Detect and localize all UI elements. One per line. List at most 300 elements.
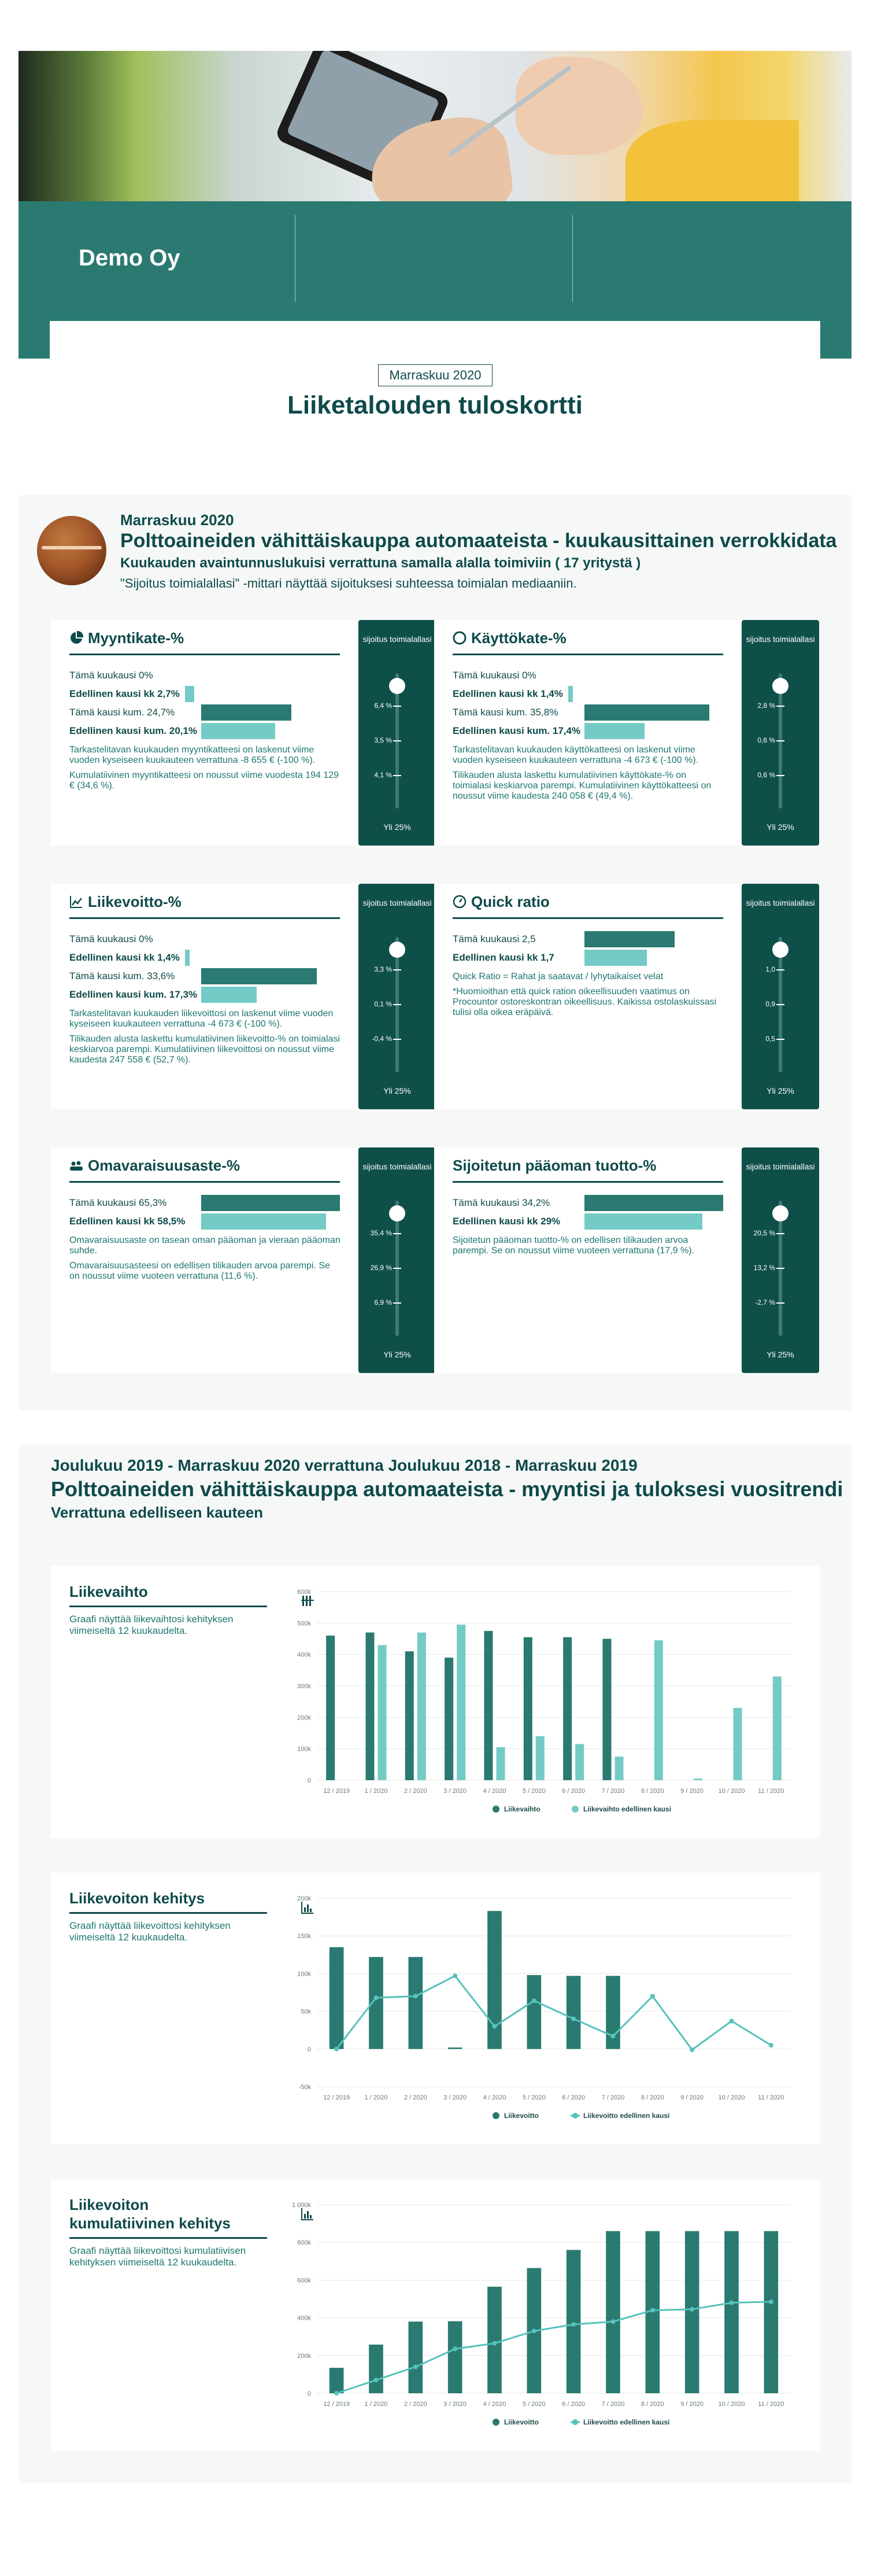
bar bbox=[405, 1651, 414, 1780]
gauge-tick-label: 0,5 bbox=[765, 1035, 775, 1043]
kpi-row-label: Tämä kausi kum. 35,8% bbox=[453, 707, 558, 718]
title-underline bbox=[453, 654, 723, 655]
chart-card bbox=[51, 1873, 820, 2145]
bar bbox=[409, 2322, 423, 2393]
chart-legend bbox=[493, 2418, 669, 2426]
kpi-row-label: Tämä kuukausi 0% bbox=[69, 670, 153, 681]
monthly-subtitle: Kuukauden avaintunnuslukuisi verrattuna samalla alalla toimiviin ( 17 yritystä ) bbox=[120, 555, 641, 571]
kpi-card bbox=[434, 620, 819, 846]
bar bbox=[448, 2047, 462, 2049]
kpi-description: Tarkastelitavan kuukauden liikevoittosi on laskenut viime vuoden kyseiseen kuukauteen verrattuna -4 673 € (-100 %). bbox=[69, 1009, 334, 1029]
chart-card-title bbox=[69, 1582, 237, 1601]
chart-svg bbox=[282, 2191, 802, 2440]
gauge-tick-label: 3,5 % bbox=[374, 736, 392, 744]
legend-marker bbox=[493, 2112, 499, 2119]
gauge-knob bbox=[772, 678, 788, 694]
kpi-bar bbox=[201, 987, 257, 1003]
series-point bbox=[690, 2047, 694, 2052]
chart-card-title bbox=[69, 2195, 237, 2232]
gauge-title: sijoitus toimialallasi bbox=[746, 634, 815, 644]
kpi-bar bbox=[568, 686, 573, 702]
kpi-title bbox=[69, 629, 184, 647]
kpi-bar bbox=[584, 950, 647, 966]
x-tick-label: 5 / 2020 bbox=[522, 2094, 546, 2101]
title-underline bbox=[453, 1181, 723, 1183]
chart-card-description: Graafi näyttää liikevaihtosi kehityksen viimeiseltä 12 kuukaudelta. bbox=[69, 1614, 234, 1636]
y-tick-label: -50k bbox=[298, 2084, 311, 2091]
y-tick-label: 50k bbox=[301, 2008, 311, 2016]
ranking-gauge bbox=[358, 884, 436, 1109]
bar bbox=[606, 2231, 620, 2393]
series-point bbox=[690, 2307, 694, 2312]
x-tick-label: 9 / 2020 bbox=[680, 2401, 704, 2408]
monthly-section bbox=[18, 495, 852, 1410]
bar bbox=[330, 1947, 344, 2049]
gauge-tick-label: 20,5 % bbox=[753, 1229, 775, 1237]
gauge-tick bbox=[393, 706, 401, 707]
kpi-row-label: Edellinen kausi kum. 17,4% bbox=[453, 725, 581, 736]
bar bbox=[487, 2287, 502, 2393]
y-tick-label: 800k bbox=[297, 2239, 311, 2247]
series-point bbox=[611, 2319, 616, 2324]
bar bbox=[417, 1633, 426, 1780]
gauge-tick bbox=[393, 1004, 401, 1005]
monthly-period: Marraskuu 2020 bbox=[120, 511, 234, 529]
kpi-title-label: Quick ratio bbox=[471, 893, 550, 910]
chart-card bbox=[51, 2179, 820, 2451]
ranking-gauge bbox=[742, 884, 819, 1109]
bar bbox=[694, 1778, 702, 1780]
kpi-bar bbox=[185, 686, 194, 702]
x-tick-label: 4 / 2020 bbox=[483, 2094, 506, 2101]
x-tick-label: 8 / 2020 bbox=[641, 1788, 664, 1795]
bar bbox=[567, 2250, 581, 2393]
gauge-tick bbox=[393, 1302, 401, 1304]
gauge-knob bbox=[389, 678, 405, 694]
gauge-tick-label: 0,6 % bbox=[757, 736, 775, 744]
chart-card-title-label: Liikevoiton kumulatiivinen kehitys bbox=[69, 2196, 231, 2232]
gauge-tick-label: -0,4 % bbox=[372, 1035, 392, 1043]
series-point bbox=[413, 1994, 418, 1999]
kpi-title bbox=[453, 1157, 656, 1175]
gauge-tick bbox=[393, 1268, 401, 1269]
x-tick-label: 8 / 2020 bbox=[641, 2094, 664, 2101]
series-point bbox=[730, 2301, 734, 2305]
gauge-knob bbox=[772, 1205, 788, 1221]
kpi-card bbox=[51, 1147, 436, 1373]
kpi-title bbox=[69, 893, 182, 911]
x-tick-label: 4 / 2020 bbox=[483, 2401, 506, 2408]
x-tick-label: 10 / 2020 bbox=[718, 2094, 745, 2101]
kpi-row-label: Tämä kuukausi 2,5 bbox=[453, 933, 536, 944]
series-line bbox=[336, 2302, 771, 2393]
x-tick-label: 9 / 2020 bbox=[680, 1788, 704, 1795]
ranking-gauge bbox=[358, 620, 436, 846]
series-point bbox=[374, 1995, 379, 2000]
series-point bbox=[650, 2308, 655, 2313]
x-tick-label: 6 / 2020 bbox=[562, 2401, 586, 2408]
y-tick-label: 0 bbox=[307, 2046, 311, 2053]
y-tick-label: 200k bbox=[297, 2352, 311, 2360]
kpi-card bbox=[434, 1147, 819, 1373]
kpi-row-label: Edellinen kausi kum. 20,1% bbox=[69, 725, 198, 736]
chart-card-description: Graafi näyttää liikevoittosi kehityksen viimeiseltä 12 kuukaudelta. bbox=[69, 1920, 231, 1943]
x-tick-label: 9 / 2020 bbox=[680, 2094, 704, 2101]
bar bbox=[326, 1636, 335, 1780]
gauge-tick-label: 35,4 % bbox=[370, 1229, 392, 1237]
x-tick-label: 7 / 2020 bbox=[601, 2094, 625, 2101]
legend-marker bbox=[493, 1806, 499, 1813]
gauge-title: sijoitus toimialallasi bbox=[746, 1162, 815, 1171]
y-tick-label: 400k bbox=[297, 2315, 311, 2322]
x-tick-label: 12 / 2019 bbox=[323, 2094, 350, 2101]
series-point bbox=[334, 2047, 339, 2051]
kpi-row-label: Tämä kuukausi 34,2% bbox=[453, 1197, 550, 1208]
bar bbox=[685, 2231, 699, 2393]
series-point bbox=[730, 2019, 734, 2024]
gauge-footer: Yli 25% bbox=[383, 1350, 411, 1359]
series-line bbox=[336, 1976, 771, 2050]
title-underline bbox=[453, 917, 723, 919]
bar bbox=[448, 2321, 462, 2393]
chart-card-title-label: Liikevaihto bbox=[69, 1583, 148, 1600]
series-point bbox=[769, 2043, 773, 2047]
kpi-row-label: Edellinen kausi kk 2,7% bbox=[69, 688, 180, 699]
kpi-description: Tarkastelitavan kuukauden käyttökatteesi on laskenut viime vuoden kyseiseen kuukauteen verrattuna -4 673 € (-100 %). bbox=[453, 745, 699, 765]
gauge-tick-label: -2,7 % bbox=[755, 1298, 775, 1307]
chart-svg bbox=[282, 1884, 802, 2133]
x-tick-label: 2 / 2020 bbox=[403, 2401, 427, 2408]
banner-card bbox=[50, 321, 820, 359]
bar bbox=[330, 2368, 344, 2393]
y-tick-label: 200k bbox=[297, 1895, 311, 1902]
period-badge: Marraskuu 2020 bbox=[378, 364, 493, 386]
bar bbox=[409, 1957, 423, 2049]
x-tick-label: 12 / 2019 bbox=[323, 1788, 350, 1795]
bar bbox=[567, 1976, 581, 2049]
legend-label: Liikevoitto bbox=[504, 2418, 539, 2426]
gauge-tick bbox=[776, 1233, 784, 1234]
bar bbox=[365, 1633, 374, 1780]
kpi-row-label: Edellinen kausi kum. 17,3% bbox=[69, 989, 198, 1000]
banner-edge bbox=[820, 321, 852, 359]
y-tick-label: 0 bbox=[307, 2390, 311, 2397]
gauge-icon bbox=[453, 895, 467, 909]
kpi-title-label: Käyttökate-% bbox=[471, 629, 567, 647]
x-tick-label: 1 / 2020 bbox=[364, 1788, 388, 1795]
title-underline bbox=[69, 2237, 267, 2239]
monthly-title: Polttoaineiden vähittäiskauppa automaateista - kuukausittainen verrokkidata bbox=[120, 530, 837, 552]
x-tick-label: 3 / 2020 bbox=[443, 2094, 467, 2101]
y-tick-label: 0 bbox=[307, 1777, 311, 1784]
x-tick-label: 11 / 2020 bbox=[758, 2401, 784, 2408]
x-tick-label: 3 / 2020 bbox=[443, 2401, 467, 2408]
bar bbox=[734, 1708, 742, 1780]
gauge-tick bbox=[393, 775, 401, 776]
bar bbox=[615, 1756, 624, 1780]
legend-label: Liikevoitto edellinen kausi bbox=[583, 2112, 670, 2120]
x-tick-label: 10 / 2020 bbox=[718, 1788, 745, 1795]
x-tick-label: 6 / 2020 bbox=[562, 2094, 586, 2101]
kpi-title-label: Liikevoitto-% bbox=[88, 893, 182, 910]
series-point bbox=[334, 2391, 339, 2396]
trend-section bbox=[18, 1445, 852, 2483]
gauge-tick bbox=[393, 1039, 401, 1040]
gauge-tick-label: 1,0 bbox=[765, 965, 775, 973]
kpi-bar bbox=[584, 704, 709, 721]
legend-marker bbox=[572, 2113, 578, 2119]
kpi-bar bbox=[584, 723, 645, 739]
line-chart-icon bbox=[69, 895, 83, 909]
gauge-tick bbox=[776, 1268, 784, 1269]
kpi-card bbox=[434, 884, 819, 1109]
y-tick-label: 400k bbox=[297, 1651, 311, 1659]
gauge-title: sijoitus toimialallasi bbox=[362, 898, 432, 907]
kpi-bar bbox=[201, 1195, 340, 1211]
y-tick-label: 200k bbox=[297, 1714, 311, 1722]
chart-legend bbox=[493, 2112, 669, 2120]
gauge-knob bbox=[389, 942, 405, 958]
bar bbox=[445, 1658, 453, 1780]
gauge-title: sijoitus toimialallasi bbox=[746, 898, 815, 907]
x-tick-label: 8 / 2020 bbox=[641, 2401, 664, 2408]
x-tick-label: 7 / 2020 bbox=[601, 2401, 625, 2408]
x-tick-label: 5 / 2020 bbox=[522, 2401, 546, 2408]
bar bbox=[536, 1736, 545, 1780]
kpi-bar bbox=[584, 1195, 723, 1211]
series-point bbox=[493, 2024, 497, 2029]
kpi-title bbox=[453, 629, 567, 647]
gauge-knob bbox=[389, 1205, 405, 1221]
title-underline bbox=[69, 1181, 340, 1183]
series-point bbox=[413, 2364, 418, 2369]
kpi-title bbox=[453, 893, 550, 911]
kpi-title-label: Sijoitetun pääoman tuotto-% bbox=[453, 1157, 657, 1174]
kpi-row-label: Tämä kausi kum. 24,7% bbox=[69, 707, 175, 718]
trend-period: Joulukuu 2019 - Marraskuu 2020 verrattuna Joulukuu 2018 - Marraskuu 2019 bbox=[51, 1456, 638, 1474]
ranking-gauge bbox=[358, 1147, 436, 1373]
x-tick-label: 1 / 2020 bbox=[364, 2401, 388, 2408]
gauge-tick bbox=[393, 740, 401, 741]
series-point bbox=[650, 1994, 655, 1999]
series-point bbox=[532, 1998, 536, 2003]
chart-card-description: Graafi näyttää liikevoittosi kumulatiivisen kehityksen viimeiseltä 12 kuukaudelta. bbox=[69, 2245, 246, 2268]
kpi-bar bbox=[201, 723, 275, 739]
legend-label: Liikevaihto bbox=[504, 1805, 540, 1813]
hero-image bbox=[18, 51, 852, 201]
trend-title: Polttoaineiden vähittäiskauppa automaateista - myyntisi ja tuloksesi vuositrendi bbox=[51, 1477, 843, 1501]
series-point bbox=[769, 2300, 773, 2304]
x-tick-label: 6 / 2020 bbox=[562, 1788, 586, 1795]
bar bbox=[484, 1631, 493, 1780]
company-name: Demo Oy bbox=[79, 245, 180, 271]
series-point bbox=[374, 2378, 379, 2382]
bar bbox=[764, 2231, 779, 2393]
gauge-tick-label: 6,9 % bbox=[374, 1298, 392, 1307]
kpi-title bbox=[69, 1157, 240, 1175]
gauge-footer: Yli 25% bbox=[383, 822, 411, 832]
trend-subtitle: Verrattuna edelliseen kauteen bbox=[51, 1504, 264, 1521]
y-tick-label: 300k bbox=[297, 1683, 311, 1690]
kpi-bar bbox=[201, 704, 291, 721]
title-underline bbox=[69, 917, 340, 919]
x-tick-label: 11 / 2020 bbox=[758, 2094, 784, 2101]
x-tick-label: 12 / 2019 bbox=[323, 2401, 350, 2408]
kpi-description: Sijoitetun pääoman tuotto-% on edellisen tilikauden arvoa parempi. Se on noussut viime vuoteen verrattuna (17,9 %). bbox=[453, 1235, 694, 1256]
kpi-row-label: Tämä kuukausi 65,3% bbox=[69, 1197, 167, 1208]
gauge-tick-label: 2,8 % bbox=[757, 702, 775, 710]
gauge-title: sijoitus toimialallasi bbox=[362, 1162, 432, 1171]
kpi-description: Quick Ratio = Rahat ja saatavat / lyhytaikaiset velat bbox=[453, 972, 664, 981]
gauge-tick-label: 26,9 % bbox=[370, 1264, 392, 1272]
bar bbox=[654, 1640, 663, 1780]
kpi-bar bbox=[185, 950, 190, 966]
series-point bbox=[611, 2034, 616, 2039]
bar bbox=[497, 1747, 505, 1780]
pie-chart-icon bbox=[69, 631, 83, 645]
legend-label: Liikevoitto bbox=[504, 2112, 539, 2120]
kpi-bar bbox=[584, 931, 675, 947]
legend-marker bbox=[493, 2419, 499, 2426]
y-tick-label: 150k bbox=[297, 1933, 311, 1940]
monthly-note: "Sijoitus toimialallasi" -mittari näyttää sijoituksesi suhteessa toimialan mediaaniin. bbox=[120, 576, 577, 591]
gauge-knob bbox=[772, 942, 788, 958]
legend-marker bbox=[572, 1806, 579, 1813]
kpi-row-label: Edellinen kausi kk 1,4% bbox=[453, 688, 563, 699]
y-tick-label: 1 000k bbox=[291, 2202, 311, 2209]
x-tick-label: 10 / 2020 bbox=[718, 2401, 745, 2408]
kpi-row-label: Tämä kuukausi 0% bbox=[453, 670, 536, 681]
gauge-tick bbox=[776, 706, 784, 707]
gauge-tick-label: 3,3 % bbox=[374, 965, 392, 973]
kpi-description: Kumulatiivinen myyntikatteesi on noussut viime vuodesta 194 129 € (34,6 %). bbox=[69, 770, 339, 791]
x-tick-label: 11 / 2020 bbox=[758, 1788, 784, 1795]
kpi-card bbox=[51, 884, 436, 1109]
gauge-tick-label: 13,2 % bbox=[753, 1264, 775, 1272]
bar bbox=[369, 2345, 383, 2393]
kpi-row-label: Edellinen kausi kk 1,7 bbox=[453, 952, 554, 963]
chart-card-title-label: Liikevoiton kehitys bbox=[69, 1889, 205, 1907]
kpi-description: Tilikauden alusta laskettu kumulatiivinen liikevoitto-% on toimialasi keskiarvoa parempi. Kumulatiivinen liikevoittosi on noussut viime kaudesta 247 558 € (52,7 %). bbox=[69, 1034, 340, 1065]
gauge-tick bbox=[393, 1233, 401, 1234]
kpi-row-label: Edellinen kausi kk 58,5% bbox=[69, 1216, 186, 1227]
gauge-tick-label: 4,1 % bbox=[374, 771, 392, 779]
series-point bbox=[571, 2322, 576, 2327]
kpi-card bbox=[51, 620, 436, 846]
chart-svg bbox=[282, 1578, 802, 1826]
gauge-tick bbox=[776, 740, 784, 741]
gauge-tick-label: 0,9 bbox=[765, 1000, 775, 1008]
ranking-gauge bbox=[742, 620, 819, 846]
gauge-tick bbox=[393, 969, 401, 970]
gauge-title: sijoitus toimialallasi bbox=[362, 634, 432, 644]
kpi-title-label: Myyntikate-% bbox=[88, 629, 184, 647]
title-underline bbox=[69, 1912, 267, 1914]
gauge-tick bbox=[776, 1302, 784, 1304]
title-underline bbox=[69, 654, 340, 655]
kpi-bar bbox=[201, 1213, 326, 1230]
gauge-footer: Yli 25% bbox=[383, 1086, 411, 1095]
x-tick-label: 3 / 2020 bbox=[443, 1788, 467, 1795]
company-logo bbox=[37, 516, 106, 585]
bar bbox=[724, 2231, 739, 2393]
kpi-description: Tarkastelitavan kuukauden myyntikatteesi on laskenut viime vuoden kyseiseen kuukauteen verrattuna -8 655 € (-100 %). bbox=[69, 745, 316, 765]
series-point bbox=[453, 1973, 457, 1978]
series-point bbox=[532, 2328, 536, 2333]
x-tick-label: 1 / 2020 bbox=[364, 2094, 388, 2101]
gauge-tick bbox=[776, 1039, 784, 1040]
gauge-footer: Yli 25% bbox=[767, 822, 794, 832]
bar bbox=[563, 1637, 572, 1780]
gauge-tick-label: 6,4 % bbox=[374, 702, 392, 710]
gauge-footer: Yli 25% bbox=[767, 1350, 794, 1359]
people-icon bbox=[69, 1158, 83, 1172]
chart-card bbox=[51, 1566, 820, 1838]
kpi-description: Omavaraisuusasteesi on edellisen tilikauden arvoa parempi. Se on noussut viime vuoteen verrattuna (11,6 %). bbox=[69, 1261, 330, 1281]
bar bbox=[378, 1645, 387, 1780]
gauge-tick bbox=[776, 969, 784, 970]
title-underline bbox=[69, 1606, 267, 1607]
kpi-row-label: Edellinen kausi kk 1,4% bbox=[69, 952, 180, 963]
kpi-row-label: Tämä kuukausi 0% bbox=[69, 933, 153, 944]
legend-label: Liikevaihto edellinen kausi bbox=[583, 1805, 672, 1813]
kpi-bar bbox=[584, 1213, 702, 1230]
x-tick-label: 5 / 2020 bbox=[522, 1788, 546, 1795]
x-tick-label: 2 / 2020 bbox=[403, 1788, 427, 1795]
gauge-tick-label: 0,1 % bbox=[374, 1000, 392, 1008]
legend-marker bbox=[572, 2419, 578, 2425]
series-point bbox=[493, 2341, 497, 2346]
y-tick-label: 600k bbox=[297, 2277, 311, 2285]
y-tick-label: 500k bbox=[297, 1620, 311, 1627]
kpi-title-label: Omavaraisuusaste-% bbox=[88, 1157, 240, 1174]
legend-label: Liikevoitto edellinen kausi bbox=[583, 2418, 670, 2426]
x-tick-label: 2 / 2020 bbox=[403, 2094, 427, 2101]
y-tick-label: 100k bbox=[297, 1970, 311, 1978]
bar bbox=[457, 1625, 465, 1780]
gauge-footer: Yli 25% bbox=[767, 1086, 794, 1095]
bar bbox=[527, 1975, 542, 2049]
bar bbox=[773, 1677, 782, 1780]
circle-icon bbox=[453, 631, 467, 645]
y-tick-label: 100k bbox=[297, 1745, 311, 1753]
banner-edge bbox=[18, 321, 50, 359]
chart-legend bbox=[493, 1805, 671, 1813]
bar bbox=[602, 1639, 611, 1781]
kpi-description: Tilikauden alusta laskettu kumulatiivinen käyttökate-% on toimialasi keskiarvoa parempi. Kumulatiivinen käyttökatteesi on noussut viime kaudesta 240 058 € (49,4 %). bbox=[453, 770, 712, 801]
kpi-row-label: Edellinen kausi kk 29% bbox=[453, 1216, 561, 1227]
x-tick-label: 7 / 2020 bbox=[601, 1788, 625, 1795]
kpi-description: *Huomioithan että quick ration oikeellisuuden vaatimus on Procountor ostoreskontran oikeellisuus. Kaikissa ostolaskuissasi tulisi olla oikea eräpäivä. bbox=[453, 987, 717, 1017]
series-point bbox=[453, 2346, 457, 2351]
ranking-gauge bbox=[742, 1147, 819, 1373]
x-tick-label: 4 / 2020 bbox=[483, 1788, 506, 1795]
banner-divider bbox=[572, 215, 573, 302]
kpi-row-label: Tämä kausi kum. 33,6% bbox=[69, 970, 175, 981]
gauge-tick-label: 0,6 % bbox=[757, 771, 775, 779]
company-banner bbox=[18, 201, 852, 321]
kpi-bar bbox=[201, 968, 317, 984]
bar bbox=[524, 1637, 532, 1780]
gauge-tick bbox=[776, 775, 784, 776]
gauge-tick bbox=[776, 1004, 784, 1005]
page-title: Liiketalouden tuloskortti bbox=[287, 391, 583, 419]
chart-card-title bbox=[69, 1889, 237, 1907]
y-tick-label: 600k bbox=[297, 1589, 311, 1596]
series-point bbox=[571, 2017, 576, 2021]
kpi-description: Omavaraisuusaste on tasean oman pääoman ja vieraan pääoman suhde. bbox=[69, 1235, 340, 1256]
bar bbox=[575, 1744, 584, 1780]
